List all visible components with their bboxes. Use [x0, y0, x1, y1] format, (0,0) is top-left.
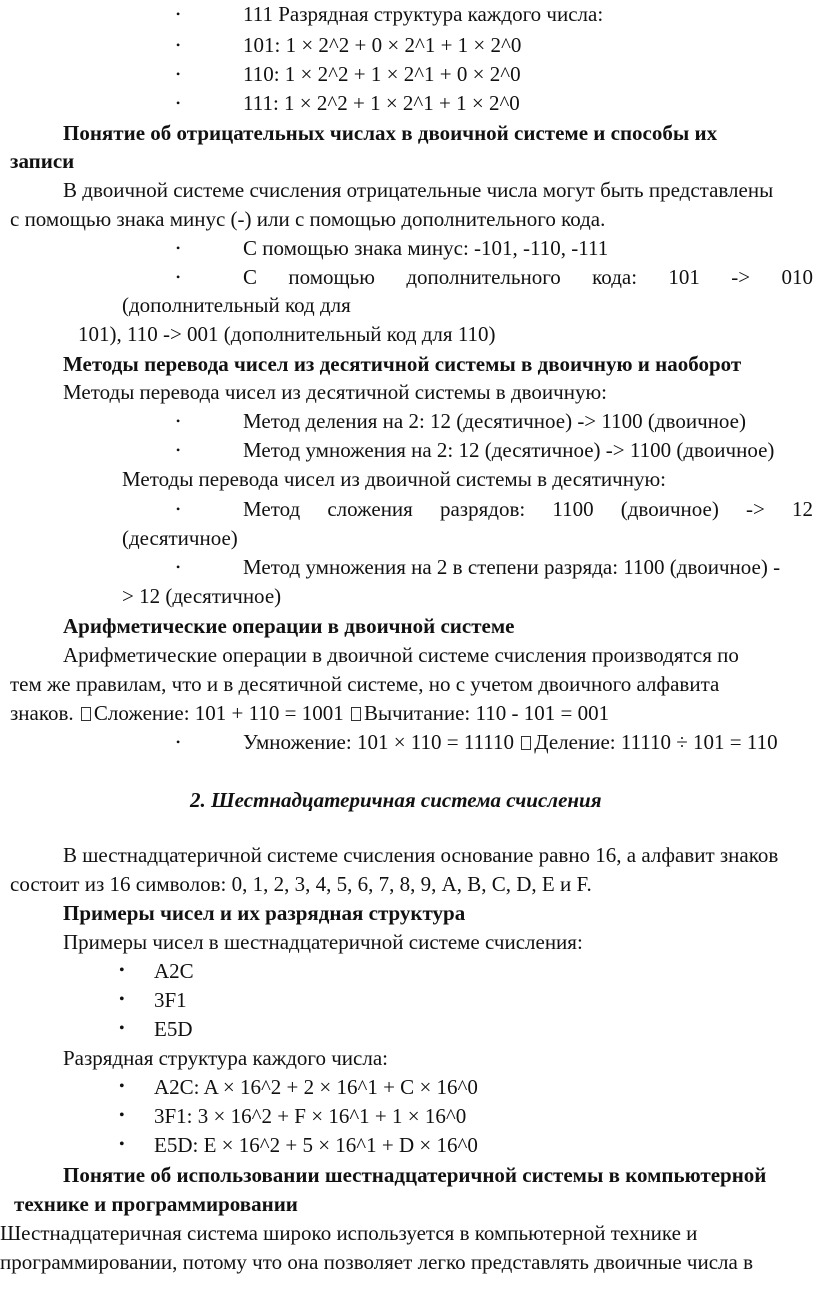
negative-numbers-heading-cont: записи: [10, 149, 75, 173]
word: дополнительного: [406, 265, 561, 289]
bullet-icon: •: [176, 67, 181, 81]
word: кода:: [592, 265, 638, 289]
justified-list-item: [243, 263, 813, 291]
arithmetic-heading: Арифметические операции в двоичной системе: [63, 614, 515, 638]
bullet-icon: •: [176, 270, 181, 284]
paragraph-line: программировании, потому что она позволяет легко представлять двоичные числа в: [0, 1250, 753, 1274]
list-item: Метод деления на 2: 12 (десятичное) -> 1100 (двоичное): [243, 409, 746, 433]
word: 12: [791, 497, 813, 521]
list-item: 111: 1 × 2^2 + 1 × 2^1 + 1 × 2^0: [243, 91, 520, 115]
bullet-icon: •: [176, 560, 181, 574]
bullet-icon: •: [176, 502, 181, 516]
negative-numbers-heading: Понятие об отрицательных числах в двоичной системе и способы их: [63, 121, 718, 145]
word: сложения: [327, 497, 413, 521]
list-item: 3F1: [154, 988, 187, 1012]
paragraph-line: Методы перевода чисел из десятичной системы в двоичную:: [63, 380, 607, 404]
paragraph-line: с помощью знака минус (-) или с помощью дополнительного кода.: [10, 207, 606, 231]
bullet-icon: •: [119, 962, 125, 979]
word: 101: [668, 265, 700, 289]
paragraph-line: В двоичной системе счисления отрицательные числа могут быть представлены: [63, 178, 774, 202]
list-item: E5D: [154, 1017, 193, 1041]
list-item: A2C: A × 16^2 + 2 × 16^1 + C × 16^0: [154, 1075, 478, 1099]
list-item-cont: > 12 (десятичное): [122, 584, 282, 608]
paragraph-line: В шестнадцатеричной системе счисления основание равно 16, а алфавит знаков: [63, 843, 779, 867]
bullet-icon: •: [119, 1078, 125, 1095]
word: ->: [731, 265, 751, 289]
list-item-cont: (дополнительный код для: [122, 293, 351, 317]
paragraph-line: [10, 699, 609, 727]
word: (двоичное): [620, 497, 719, 521]
missing-glyph-icon: [521, 736, 531, 750]
paragraph-line: состоит из 16 символов: 0, 1, 2, 3, 4, 5, 6, 7, 8, 9, A, B, C, D, E и F.: [10, 872, 592, 896]
bullet-icon: •: [176, 443, 181, 457]
bullet-icon: •: [176, 735, 181, 749]
bullet-icon: •: [176, 38, 181, 52]
word: 1100: [552, 497, 594, 521]
list-item: 110: 1 × 2^2 + 1 × 2^1 + 0 × 2^0: [243, 62, 521, 86]
list-item-cont: (десятичное): [122, 526, 238, 550]
paragraph-line: тем же правилам, что и в десятичной системе, но с учетом двоичного алфавита: [10, 672, 720, 696]
examples-heading: Примеры чисел и их разрядная структура: [63, 901, 466, 925]
section-title: 2. Шестнадцатеричная система счисления: [190, 788, 602, 812]
bullet-icon: •: [119, 1107, 125, 1124]
bullet-icon: •: [176, 96, 181, 110]
text: Умножение: 101 × 110 = 11110: [243, 730, 515, 754]
paragraph-line: Примеры чисел в шестнадцатеричной системе счисления:: [63, 930, 583, 954]
list-item-cont: 101), 110 -> 001 (дополнительный код для 110): [78, 322, 496, 346]
bullet-icon: •: [176, 414, 181, 428]
missing-glyph-icon: [81, 707, 91, 721]
bullet-icon: •: [176, 241, 181, 255]
paragraph-line: Шестнадцатеричная система широко используется в компьютерной технике и: [0, 1221, 698, 1245]
list-item: A2C: [154, 959, 194, 983]
bullet-icon: •: [176, 7, 181, 21]
paragraph-line: Разрядная структура каждого числа:: [63, 1046, 388, 1070]
missing-glyph-icon: [351, 707, 361, 721]
word: 010: [781, 265, 813, 289]
bullet-icon: •: [119, 1020, 125, 1037]
list-item: 3F1: 3 × 16^2 + F × 16^1 + 1 × 16^0: [154, 1104, 467, 1128]
text: Деление: 11110 ÷ 101 = 110: [534, 730, 778, 754]
word: Метод: [243, 497, 301, 521]
list-item: 101: 1 × 2^2 + 0 × 2^1 + 1 × 2^0: [243, 33, 522, 57]
list-item: С помощью знака минус: -101, -110, -111: [243, 236, 609, 260]
justified-list-item: [243, 495, 813, 523]
text: Вычитание: 110 - 101 = 001: [363, 701, 610, 725]
text: знаков.: [10, 701, 74, 725]
word: помощью: [288, 265, 375, 289]
digit-structure-heading-item: 111 Разрядная структура каждого числа:: [243, 2, 604, 26]
word: С: [243, 265, 258, 289]
usage-heading-cont: технике и программировании: [14, 1192, 298, 1216]
word: ->: [745, 497, 765, 521]
bullet-icon: •: [119, 1136, 125, 1153]
usage-heading: Понятие об использовании шестнадцатеричной системы в компьютерной: [63, 1163, 767, 1187]
paragraph-line: Методы перевода чисел из двоичной системы в десятичную:: [122, 467, 666, 491]
paragraph-line: Арифметические операции в двоичной системе счисления производятся по: [63, 643, 739, 667]
bullet-icon: •: [119, 991, 125, 1008]
list-item: Метод умножения на 2: 12 (десятичное) -> 1100 (двоичное): [243, 438, 775, 462]
word: разрядов:: [439, 497, 526, 521]
list-item: Метод умножения на 2 в степени разряда: 1100 (двоичное) -: [243, 555, 781, 579]
methods-heading: Методы перевода чисел из десятичной системы в двоичную и наоборот: [63, 352, 742, 376]
text: Сложение: 101 + 110 = 1001: [93, 701, 344, 725]
list-item: E5D: E × 16^2 + 5 × 16^1 + D × 16^0: [154, 1133, 478, 1157]
list-item: [243, 728, 778, 756]
